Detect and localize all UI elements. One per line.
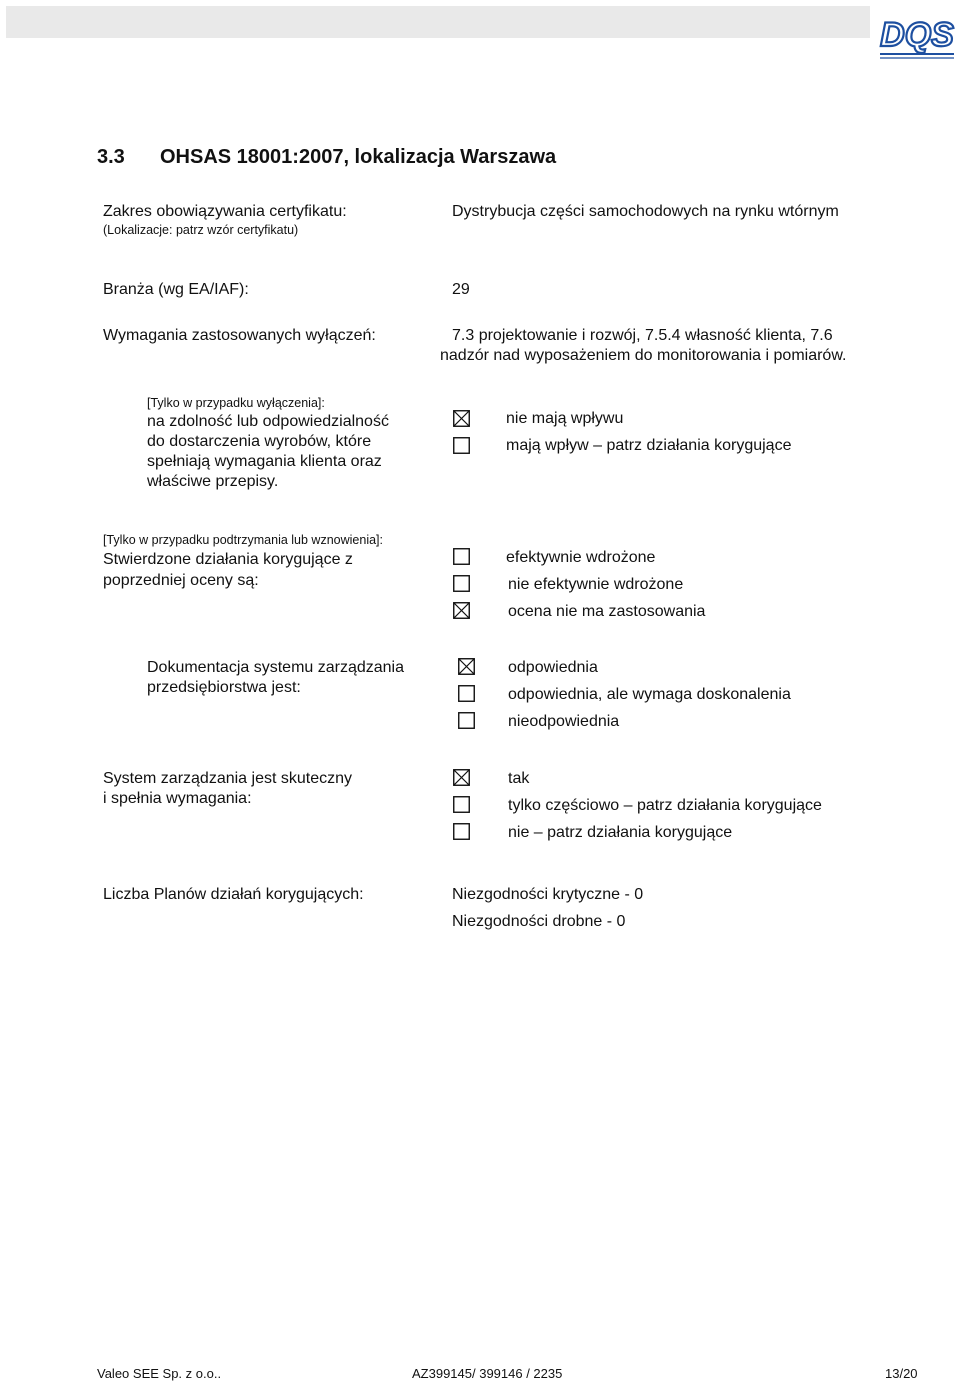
documentation-question-line: przedsiębiorstwa jest:: [147, 679, 301, 696]
checkbox-checked[interactable]: [458, 658, 475, 675]
checkbox-unchecked[interactable]: [458, 712, 475, 729]
exclusions-value-line1: 7.3 projektowanie i rozwój, 7.5.4 własność klienta, 7.6: [452, 327, 833, 344]
option-label: nie – patrz działania korygujące: [508, 824, 733, 841]
option-label: odpowiednia: [508, 659, 598, 676]
industry-value: 29: [452, 281, 470, 298]
checkbox-checked[interactable]: [453, 602, 470, 619]
option-label: nie mają wpływu: [506, 410, 624, 427]
minor-nonconformities: Niezgodności drobne - 0: [452, 913, 626, 930]
checkbox-unchecked[interactable]: [453, 575, 470, 592]
checkbox-unchecked[interactable]: [458, 685, 475, 702]
corrective-plans-label: Liczba Planów działań korygujących:: [103, 886, 364, 903]
checkbox-unchecked[interactable]: [453, 796, 470, 813]
footer-company: Valeo SEE Sp. z o.o..: [97, 1366, 222, 1381]
option-label: tak: [508, 770, 530, 787]
section-number: 3.3: [97, 146, 125, 168]
exclusion-question-line: na zdolność lub odpowiedzialność: [147, 413, 389, 430]
checkbox-checked[interactable]: [453, 769, 470, 786]
option-label: odpowiednia, ale wymaga doskonalenia: [508, 686, 791, 703]
svg-text:DQS: DQS: [880, 16, 954, 54]
exclusions-value-line2: nadzór nad wyposażeniem do monitorowania i pomiarów.: [440, 347, 847, 364]
exclusion-question-line: właściwe przepisy.: [147, 473, 279, 490]
section-title: OHSAS 18001:2007, lokalizacja Warszawa: [160, 146, 557, 168]
corrective-question-line: Stwierdzone działania korygujące z: [103, 551, 353, 568]
effectiveness-question-line: i spełnia wymagania:: [103, 790, 252, 807]
scope-sublabel: (Lokalizacje: patrz wzór certyfikatu): [103, 223, 299, 237]
effectiveness-question-line: System zarządzania jest skuteczny: [103, 770, 352, 787]
corrective-note: [Tylko w przypadku podtrzymania lub wznowienia]:: [103, 533, 383, 547]
option-label: nie efektywnie wdrożone: [508, 576, 684, 593]
exclusion-question-line: spełniają wymagania klienta oraz: [147, 453, 382, 470]
exclusion-question-line: do dostarczenia wyrobów, które: [147, 433, 372, 450]
checkbox-unchecked[interactable]: [453, 437, 470, 454]
checkbox-unchecked[interactable]: [453, 823, 470, 840]
option-label: tylko częściowo – patrz działania korygujące: [508, 797, 822, 814]
option-label: nieodpowiednia: [508, 713, 620, 730]
option-label: efektywnie wdrożone: [506, 549, 656, 566]
corrective-question-line: poprzedniej oceny są:: [103, 572, 259, 589]
industry-label: Branża (wg EA/IAF):: [103, 281, 249, 298]
exclusion-note: [Tylko w przypadku wyłączenia]:: [147, 396, 325, 410]
footer-reference: AZ399145/ 399146 / 2235: [412, 1366, 563, 1381]
header-bar: [6, 6, 870, 38]
scope-value: Dystrybucja części samochodowych na rynku wtórnym: [452, 203, 839, 220]
scope-label: Zakres obowiązywania certyfikatu:: [103, 203, 347, 220]
dqs-logo: [876, 4, 958, 62]
checkbox-unchecked[interactable]: [453, 548, 470, 565]
critical-nonconformities: Niezgodności krytyczne - 0: [452, 886, 644, 903]
footer-page-number: 13/20: [885, 1366, 918, 1381]
exclusions-label: Wymagania zastosowanych wyłączeń:: [103, 327, 376, 344]
checkbox-checked[interactable]: [453, 410, 470, 427]
option-label: mają wpływ – patrz działania korygujące: [506, 437, 792, 454]
documentation-question-line: Dokumentacja systemu zarządzania: [147, 659, 405, 676]
option-label: ocena nie ma zastosowania: [508, 603, 706, 620]
